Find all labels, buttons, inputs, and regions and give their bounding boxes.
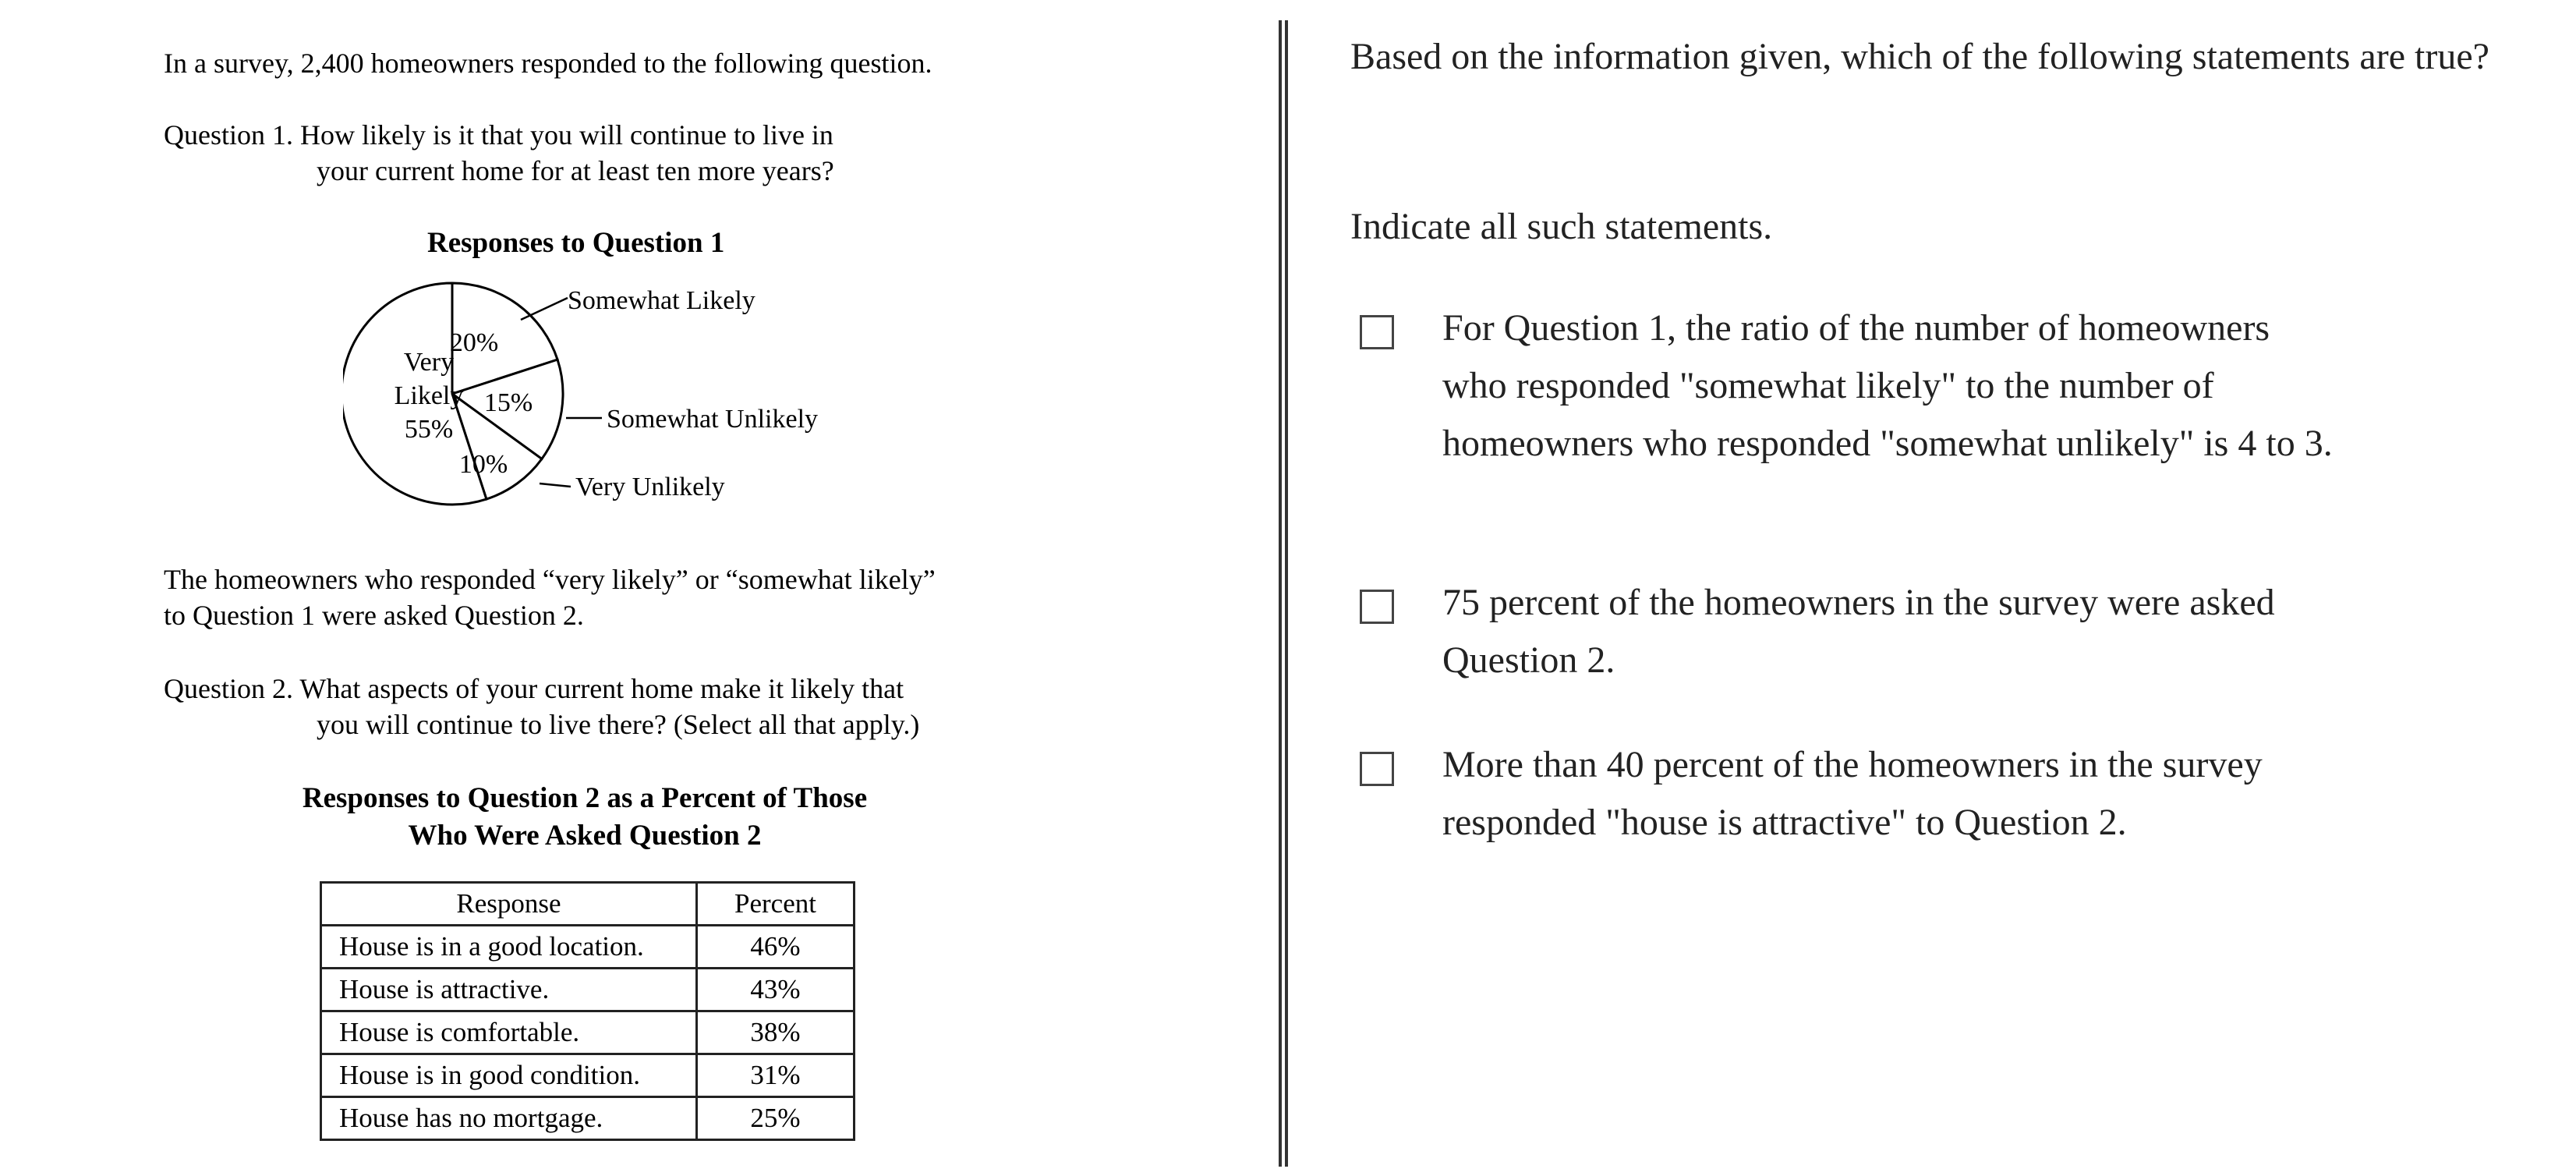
option-3-text: More than 40 percent of the homeowners in the survey responded "house is attractive" to Question 2. [1442,744,2263,843]
header-percent: Percent [697,883,855,926]
header-response: Response [321,883,697,926]
note-line1: The homeowners who responded “very likely” or “somewhat likely” [164,564,936,595]
leader-very-unlikely [540,484,571,487]
table-row [321,926,855,969]
response-cell: House is comfortable. [321,1011,697,1054]
table-header-row [321,883,855,926]
q2-eligibility-note [164,561,936,633]
checkbox-option-2[interactable] [1360,590,1394,624]
pie-percent-somewhat-likely: 20% [449,328,499,357]
checkbox-option-3[interactable] [1360,752,1394,786]
pie-chart-title: Responses to Question 1 [427,227,725,259]
option-1-text: For Question 1, the ratio of the number of homeowners who responded "somewhat likely" to the number of homeowners who responded "somewhat unlikely" is 4 to 3. [1442,307,2333,464]
pie-percent-very-unlikely: 10% [458,450,508,479]
intro-text: In a survey, 2,400 homeowners responded to the following question. [164,48,932,79]
question-1-line1: How likely is it that you will continue to live in [300,119,833,151]
question-2 [164,671,919,742]
pie-callout-somewhat-unlikely: Somewhat Unlikely [607,405,819,434]
table-row [321,1011,855,1054]
question-instruction: Indicate all such statements. [1350,206,1773,247]
pie-label-likely: Likely [394,381,464,410]
checkbox-option-1[interactable] [1360,315,1394,349]
table-row [321,1054,855,1097]
right-pane [1294,0,2573,1176]
pie-percent-somewhat-unlikely: 15% [483,388,533,417]
table-title [281,780,889,855]
pie-callout-somewhat-likely: Somewhat Likely [568,286,755,315]
table-title-line2: Who Were Asked Question 2 [408,820,762,852]
question-2-line1: What aspects of your current home make it likely that [299,673,904,704]
question-1 [164,117,834,189]
question-1-line2: your current home for at least ten more years? [317,155,834,186]
response-cell: House has no mortgage. [321,1097,697,1140]
pie-label-very: Very [403,348,455,377]
question-2-line2: you will continue to live there? (Select all that apply.) [317,709,920,740]
pie-chart [343,273,904,515]
response-cell: House is attractive. [321,969,697,1011]
pane-divider[interactable] [1279,20,1288,1167]
percent-cell: 43% [697,969,855,1011]
left-pane [0,0,1279,1176]
option-2-text: 75 percent of the homeowners in the survey were asked Question 2. [1442,582,2275,681]
note-line2: to Question 1 were asked Question 2. [164,600,584,631]
responses-table [320,881,855,1141]
pie-callout-very-unlikely: Very Unlikely [575,473,725,501]
question-1-label: Question 1. [164,119,293,151]
percent-cell: 46% [697,926,855,969]
response-cell: House is in good condition. [321,1054,697,1097]
table-row [321,1097,855,1140]
table-row [321,969,855,1011]
table-title-line1: Responses to Question 2 as a Percent of Those [302,782,868,814]
question-prompt: Based on the information given, which of the following statements are true? [1350,36,2489,77]
pie-percent-very-likely: 55% [404,415,454,444]
percent-cell: 38% [697,1011,855,1054]
leader-somewhat-likely [521,298,568,320]
question-2-label: Question 2. [164,673,293,704]
percent-cell: 25% [697,1097,855,1140]
percent-cell: 31% [697,1054,855,1097]
response-cell: House is in a good location. [321,926,697,969]
